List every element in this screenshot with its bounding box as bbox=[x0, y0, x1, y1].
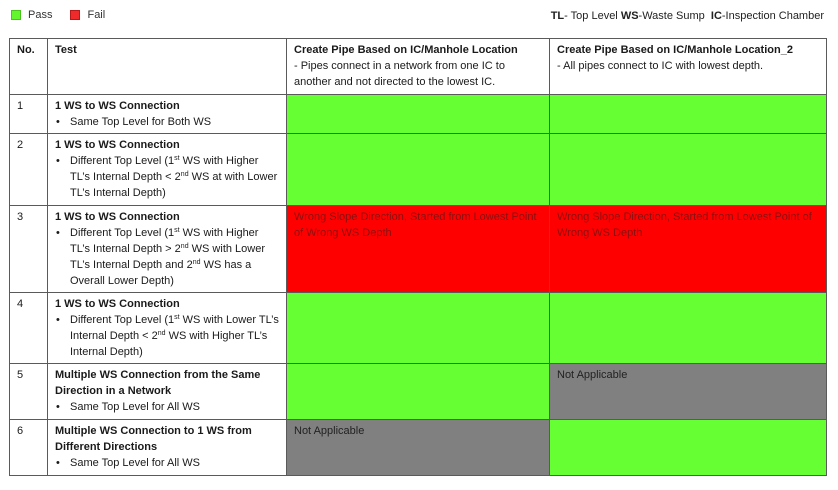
table-row bbox=[10, 206, 827, 293]
test-title: Multiple WS Connection from the Same Direction in a Network bbox=[55, 369, 261, 397]
test-condition: • Same Top Level for Both WS bbox=[70, 114, 279, 130]
row-test bbox=[48, 95, 287, 134]
result-cell-col1 bbox=[287, 134, 550, 206]
result-cell-col2 bbox=[550, 134, 827, 206]
abbr-tl-key: TL bbox=[550, 10, 565, 22]
abbr-tl-text: - Top Level bbox=[564, 10, 621, 22]
row-test bbox=[48, 420, 287, 476]
test-results-table bbox=[9, 38, 827, 476]
table-row bbox=[10, 364, 827, 420]
result-cell-col2 bbox=[550, 420, 827, 476]
result-cell-col1 bbox=[287, 364, 550, 420]
test-condition: • Different Top Level (1st WS with Higher TL’s Internal Depth < 2nd WS at with Lower TL’s Internal Depth) bbox=[70, 153, 279, 201]
legend-fail-label: Fail bbox=[87, 9, 106, 21]
table-row bbox=[10, 293, 827, 364]
table-header-row bbox=[10, 39, 827, 95]
row-number: 4 bbox=[10, 293, 48, 364]
abbreviation-key bbox=[551, 10, 824, 22]
result-cell-col1 bbox=[287, 293, 550, 364]
header-col2 bbox=[550, 39, 827, 95]
row-number: 5 bbox=[10, 364, 48, 420]
table-row bbox=[10, 95, 827, 134]
fail-swatch-icon bbox=[70, 10, 80, 20]
row-number: 6 bbox=[10, 420, 48, 476]
abbr-ws-key: WS bbox=[620, 10, 639, 22]
test-title: 1 WS to WS Connection bbox=[55, 298, 180, 310]
abbr-ic-text: -Inspection Chamber bbox=[721, 10, 824, 22]
test-title: 1 WS to WS Connection bbox=[55, 100, 180, 112]
legend-fail bbox=[70, 9, 105, 21]
result-cell-col2 bbox=[550, 95, 827, 134]
test-condition: • Different Top Level (1st WS with Higher TL’s Internal Depth > 2nd WS with Lower TL’s Internal Depth and 2nd WS has a Overall Lower Depth) bbox=[70, 225, 279, 289]
abbr-ic-key: IC bbox=[710, 10, 722, 22]
header-no: No. bbox=[10, 39, 48, 95]
header-col2-desc: - All pipes connect to IC with lowest depth. bbox=[557, 60, 764, 72]
result-cell-col2: Not Applicable bbox=[550, 364, 827, 420]
test-title: 1 WS to WS Connection bbox=[55, 211, 180, 223]
legend-pass-label: Pass bbox=[28, 9, 53, 21]
test-title: Multiple WS Connection to 1 WS from Different Directions bbox=[55, 425, 252, 453]
legend bbox=[11, 9, 123, 21]
table-row bbox=[10, 420, 827, 476]
row-number: 1 bbox=[10, 95, 48, 134]
header-col1 bbox=[287, 39, 550, 95]
result-cell-col1: Wrong Slope Direction, Started from Lowest Point of Wrong WS Depth bbox=[287, 206, 550, 293]
abbr-ws-text: -Waste Sump bbox=[638, 10, 711, 22]
test-title: 1 WS to WS Connection bbox=[55, 139, 180, 151]
header-test: Test bbox=[48, 39, 287, 95]
header-col2-title: Create Pipe Based on IC/Manhole Location_2 bbox=[557, 44, 793, 56]
result-cell-col1 bbox=[287, 95, 550, 134]
header-col1-desc: - Pipes connect in a network from one IC to another and not directed to the lowest IC. bbox=[294, 60, 505, 88]
result-cell-col2 bbox=[550, 293, 827, 364]
row-test bbox=[48, 134, 287, 206]
table-row bbox=[10, 134, 827, 206]
test-condition: • Different Top Level (1st WS with Lower TL’s Internal Depth < 2nd WS with Higher TL’s Internal Depth) bbox=[70, 312, 279, 360]
test-condition: • Same Top Level for All WS bbox=[70, 455, 279, 471]
row-test bbox=[48, 293, 287, 364]
row-number: 2 bbox=[10, 134, 48, 206]
result-cell-col2: Wrong Slope Direction, Started from Lowest Point of Wrong WS Depth bbox=[550, 206, 827, 293]
row-test bbox=[48, 364, 287, 420]
row-test bbox=[48, 206, 287, 293]
legend-pass bbox=[11, 9, 52, 21]
pass-swatch-icon bbox=[11, 10, 21, 20]
result-cell-col1: Not Applicable bbox=[287, 420, 550, 476]
test-condition: • Same Top Level for All WS bbox=[70, 399, 279, 415]
header-col1-title: Create Pipe Based on IC/Manhole Location bbox=[294, 44, 518, 56]
row-number: 3 bbox=[10, 206, 48, 293]
